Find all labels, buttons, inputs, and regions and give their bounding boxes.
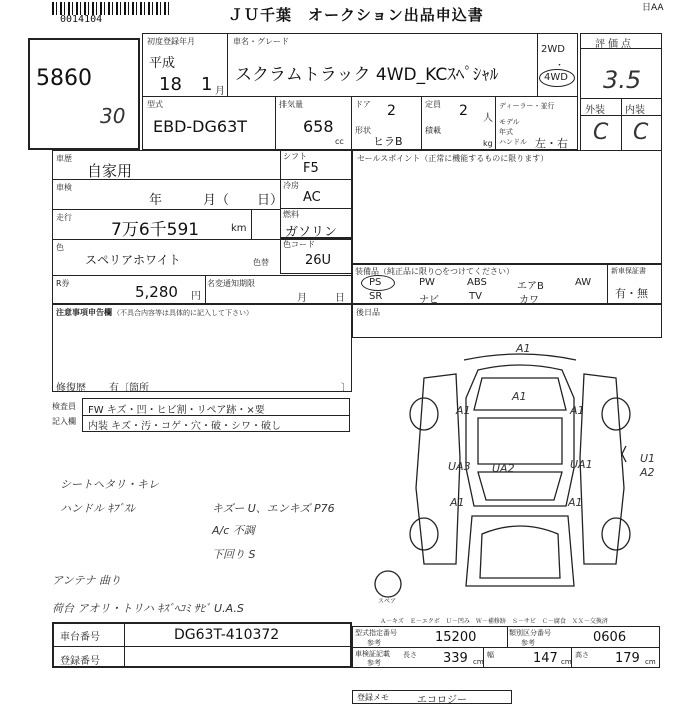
inspector-label-1: 検査員 <box>52 402 76 411</box>
color-label: 色 <box>56 243 64 252</box>
inspection-year: 年 <box>149 193 163 208</box>
reg-month-unit: 月 <box>215 86 225 97</box>
fuel-value: ガソリン <box>285 225 338 240</box>
doors-value: 2 <box>387 103 396 119</box>
mark-right-door: UA1 <box>570 458 593 471</box>
vehicle-damage-diagram <box>360 338 680 608</box>
paint-change-label: 色替 <box>253 258 269 267</box>
note-bed: 荷台 アオリ・トリハ ｷｽﾞﾍｺﾐ ｻﾋﾞ U.A.S <box>52 602 244 615</box>
mark-right-side-u1: U1 <box>640 452 656 465</box>
note-antenna: アンテナ 曲り <box>52 574 122 587</box>
doors-label: ドア <box>355 100 371 109</box>
aftermarket-label: 後日品 <box>356 308 380 317</box>
reg-month: 1 <box>201 74 213 95</box>
displacement-unit: cc <box>335 137 344 146</box>
equip-ps: PS <box>369 277 382 288</box>
ac-box <box>280 179 352 209</box>
reg-year: 18 <box>159 74 182 95</box>
width-value: 147 <box>533 651 558 666</box>
evaluation-label: 評価点 <box>595 39 634 50</box>
spare-label: スペア <box>378 598 397 605</box>
chassis-value: DG63T-410372 <box>174 627 280 643</box>
handle-label: ハンドル <box>499 138 527 146</box>
equip-abs: ABS <box>467 277 487 288</box>
evaluation-score: 3.5 <box>603 66 642 94</box>
footer-memo-label: 登録メモ <box>357 693 389 702</box>
selling-points-label: セールスポイント（正常に機能するものに限ります） <box>357 154 549 163</box>
equip-leather: カワ <box>519 295 539 306</box>
inspection-month: 月（ <box>203 193 230 208</box>
footer-memo-value: エコロジー <box>417 695 467 706</box>
notes-box <box>52 304 352 392</box>
specs-row <box>142 96 578 150</box>
load-unit: kg <box>483 139 493 148</box>
designation-box <box>352 626 660 668</box>
mark-left-front: A1 <box>456 404 471 417</box>
length-label: 長さ <box>403 651 417 659</box>
load-label: 積載 <box>425 126 441 135</box>
note-ac: A/c 不調 <box>212 524 255 537</box>
type-label: 型式 <box>147 100 163 109</box>
era: 平成 <box>149 56 176 71</box>
height-value: 179 <box>615 651 640 666</box>
tax-unit: 円 <box>191 291 201 302</box>
exterior-label: 外装 <box>585 105 605 116</box>
shape-value: ヒラB <box>373 135 403 148</box>
equip-aw: AW <box>575 277 592 288</box>
type-designation-value: 15200 <box>435 630 477 645</box>
height-unit: cm <box>645 658 656 666</box>
type-ref-label: 参考 <box>367 639 381 647</box>
repair-close: 〕 <box>341 383 351 394</box>
mark-right-side-a2: A2 <box>640 466 655 479</box>
shift-value: F5 <box>303 161 319 176</box>
length-unit: cm <box>473 658 484 666</box>
date-suffix: 日AA <box>642 3 664 13</box>
type-designation-label: 型式指定番号 <box>355 629 397 637</box>
equip-navi: ナビ <box>419 295 439 306</box>
mileage-label: 走行 <box>56 213 72 222</box>
page-title: ＪＵ千葉 オークション出品申込書 <box>228 6 484 24</box>
inspector-row-1: FW キズ・凹・ヒビ割・リペア跡・×要 <box>88 405 265 416</box>
usage-value: 自家用 <box>87 162 133 180</box>
note-seat: シートヘタリ・キレ <box>60 478 159 491</box>
fuel-box <box>280 208 352 238</box>
drive-2wd: 2WD <box>541 44 565 55</box>
equip-sr: SR <box>369 291 383 302</box>
inspector-label-2: 記入欄 <box>52 417 76 426</box>
tax-label: R券 <box>56 279 70 288</box>
capacity-value: 2 <box>459 103 468 119</box>
width-unit: cm <box>561 658 572 666</box>
handle-value: 左・右 <box>535 137 568 150</box>
inspector-block <box>52 398 352 432</box>
drive-4wd: 4WD <box>544 72 568 83</box>
class-ref-label: 参考 <box>521 639 535 647</box>
mileage-value: 7万6千591 <box>111 220 200 240</box>
shape-label: 形状 <box>355 126 371 135</box>
note-handle: ハンドル ｷﾌﾞｽﾚ <box>60 502 135 515</box>
ac-value: AC <box>303 190 321 205</box>
evaluation-box <box>580 33 662 151</box>
dims-ref-label: 参考 <box>367 659 381 667</box>
mark-bumper: A1 <box>516 342 531 355</box>
displacement-label: 排気量 <box>279 100 303 109</box>
lot-number: 5860 <box>36 66 92 91</box>
mark-left-door: UA3 <box>448 460 471 473</box>
color-code-label: 色コード <box>283 240 315 249</box>
chassis-box <box>52 622 352 668</box>
mileage-unit: km <box>231 223 247 234</box>
exterior-grade: C <box>593 120 609 145</box>
warranty-value: 有・無 <box>615 287 648 300</box>
spare-tire-icon <box>375 571 401 597</box>
model-year-label: モデル年式 <box>499 118 520 136</box>
color-value: スペリアホワイト <box>85 253 181 267</box>
ac-label: 冷房 <box>283 181 299 190</box>
notes-sublabel: （不具合内容等は具体的に記入して下さい） <box>113 309 253 317</box>
capacity-unit: 人 <box>483 113 493 124</box>
deadline-day: 日 <box>335 293 345 304</box>
repair-value: 有〔箇所 <box>109 383 149 394</box>
shift-box <box>280 150 352 180</box>
height-label: 高さ <box>575 651 589 659</box>
equip-airbag: エアB <box>517 281 544 292</box>
mark-right-rear: A1 <box>568 496 583 509</box>
interior-label: 内装 <box>625 105 645 116</box>
lot-handwritten: 30 <box>100 104 126 128</box>
mark-hood: A1 <box>512 390 527 403</box>
interior-grade: C <box>633 120 649 145</box>
equip-tv: TV <box>469 291 482 302</box>
mark-roof: UA2 <box>492 462 515 475</box>
model-name: スクラムトラック 4WD_KCｽﾍﾟｼｬﾙ <box>235 65 499 85</box>
footer-memo <box>352 690 512 704</box>
serial-number: 0014104 <box>60 14 103 25</box>
drive-dot: ・ <box>555 61 565 71</box>
note-scratches: キズー U、エンキズ P76 <box>212 502 335 515</box>
note-underbody: 下回り S <box>212 548 256 561</box>
deadline-month: 月 <box>297 293 307 304</box>
color-code-value: 26U <box>305 253 332 268</box>
notes-label: 注意事項申告欄 <box>56 308 112 317</box>
first-reg-label: 初度登録年月 <box>147 37 195 46</box>
dealer-label: ディーラー・並行 <box>499 102 555 110</box>
aftermarket-box <box>352 304 662 338</box>
dims-label: 車検証記載 <box>355 650 390 658</box>
displacement-value: 658 <box>303 117 334 136</box>
registration-row <box>142 33 578 97</box>
type-value: EBD-DG63T <box>153 117 248 136</box>
shift-label: シフト <box>283 152 307 161</box>
mark-left-rear: A1 <box>450 496 465 509</box>
inspection-label: 車検 <box>56 183 72 192</box>
class-label: 類別区分番号 <box>509 629 551 637</box>
inspector-row-2: 内装 キズ・汚・コゲ・穴・破・シワ・破し <box>88 421 281 432</box>
model-grade-label: 車名・グレード <box>233 37 289 46</box>
fuel-label: 燃料 <box>283 210 299 219</box>
reg-number-label: 登録番号 <box>60 656 100 667</box>
chassis-label: 車台番号 <box>60 632 100 643</box>
capacity-label: 定員 <box>425 100 441 109</box>
inspection-day: 日） <box>257 193 284 208</box>
equip-pw: PW <box>419 277 435 288</box>
damage-legend: Ａ－キズ Ｅ－エクボ Ｕ－凹み Ｗ－補修跡 Ｓ－サビ Ｃ－腐食 ＸＸ－交換済 <box>380 618 608 625</box>
width-label: 幅 <box>487 651 494 659</box>
deadline-label: 名変通知期限 <box>207 279 255 288</box>
warranty-label: 新車保証書 <box>611 267 646 275</box>
tax-value: 5,280 <box>135 283 178 301</box>
class-value: 0606 <box>593 630 627 645</box>
usage-label: 車歴 <box>56 154 72 163</box>
repair-label: 修復歴 <box>56 383 86 394</box>
length-value: 339 <box>443 651 468 666</box>
equipment-label: 装備品（純正品に限り○をつけてください） <box>355 267 514 276</box>
color-code-box <box>280 238 352 274</box>
selling-points-box <box>352 150 662 264</box>
lot-box <box>28 38 140 150</box>
mark-right-front: A1 <box>570 404 585 417</box>
equipment-box <box>352 264 662 304</box>
